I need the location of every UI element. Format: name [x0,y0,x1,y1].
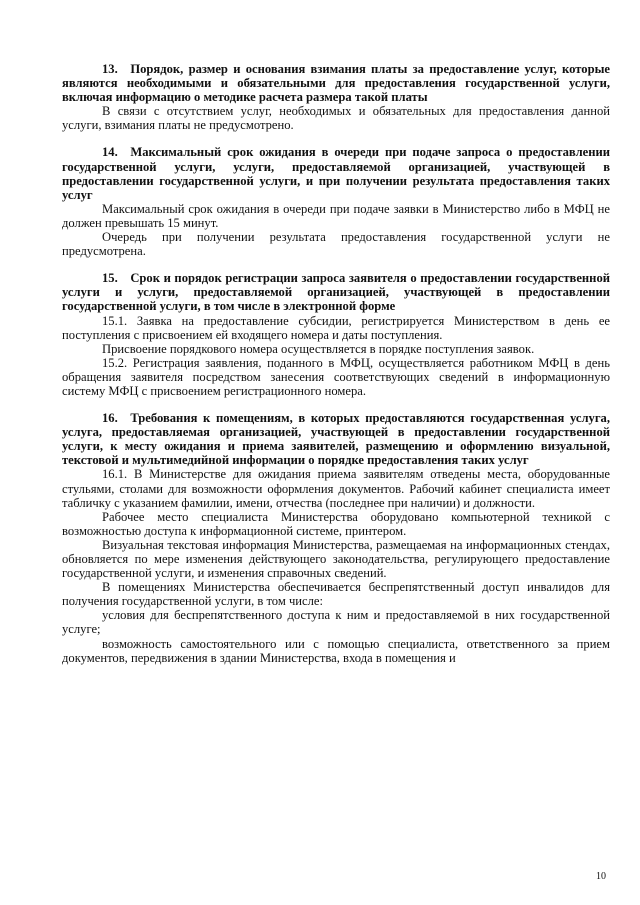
paragraph: условия для беспрепятственного доступа к ним и предоставляемой в них государственной услуге; [62,608,610,637]
paragraph: В помещениях Министерства обеспечивается беспрепятственный доступ инвалидов для получения государственной услуги, в том числе: [62,580,610,609]
section-heading: 13. Порядок, размер и основания взимания платы за предоставление услуг, которые являются необходимыми и обязательными для предоставления государственной услуги, включая информацию о методике расчета размера такой платы [62,62,610,105]
page-number: 10 [596,871,606,882]
section-heading: 16. Требования к помещениям, в которых предоставляются государственная услуга, услуга, предоставляемая организацией, участвующей в предоставлении государственной услуги, к месту ожидания и приема заявителей, размещению и оформлению визуальной, текстовой и мультимедийной информации о порядке предоставления таких услуг [62,411,610,468]
paragraph: 16.1. В Министерстве для ожидания приема заявителям отведены места, оборудованные стульями, столами для возможности оформления документов. Рабочий кабинет специалиста имеет табличку с указанием фамилии, имени, отчества (последнее при наличии) и должности. [62,467,610,510]
paragraph: Присвоение порядкового номера осуществляется в порядке поступления заявок. [102,341,535,356]
paragraph: В связи с отсутствием услуг, необходимых и обязательных для предоставления данной услуги, взимания платы не предусмотрено. [62,104,610,133]
paragraph: 15.2. Регистрация заявления, поданного в МФЦ, осуществляется работником МФЦ в день обращения заявителя посредством занесения соответствующих сведений в информационную систему МФЦ с присвоением регистрационного номера. [62,355,610,398]
paragraph: Очередь при получении результата предоставления государственной услуги не предусмотрена. [62,230,610,259]
section-15 [62,271,610,398]
paragraph: Максимальный срок ожидания в очереди при подаче заявки в Министерство либо в МФЦ не должен превышать 15 минут. [62,201,610,230]
section-heading: 14. Максимальный срок ожидания в очереди при подаче запроса о предоставлении государственной услуги, услуги, предоставляемой организацией, участвующей в предоставлении государственной услуги, и при получении результата предоставления таких услуг [62,145,610,202]
section-14 [62,145,610,258]
paragraph: Рабочее место специалиста Министерства оборудовано компьютерной техникой с возможностью доступа к информационной системе, принтером. [62,509,610,538]
paragraph: возможность самостоятельного или с помощью специалиста, ответственного за прием документов, передвижения в здании Министерства, входа в помещения и [62,636,610,665]
paragraph: 15.1. Заявка на предоставление субсидии, регистрируется Министерством в день ее поступления с присвоением ей входящего номера и даты поступления. [62,313,610,342]
section-13 [62,62,610,132]
page-content [62,62,610,678]
paragraph: Визуальная текстовая информация Министерства, размещаемая на информационных стендах, обновляется по мере изменения действующего законодательства, регулирующего предоставление государственной услуги, и изменения справочных сведений. [62,537,610,581]
section-16 [62,411,610,665]
section-heading: 15. Срок и порядок регистрации запроса заявителя о предоставлении государственной услуги и услуги, предоставляемой организацией, участвующей в предоставлении государственной услуги, в том числе в электронной форме [62,271,610,314]
